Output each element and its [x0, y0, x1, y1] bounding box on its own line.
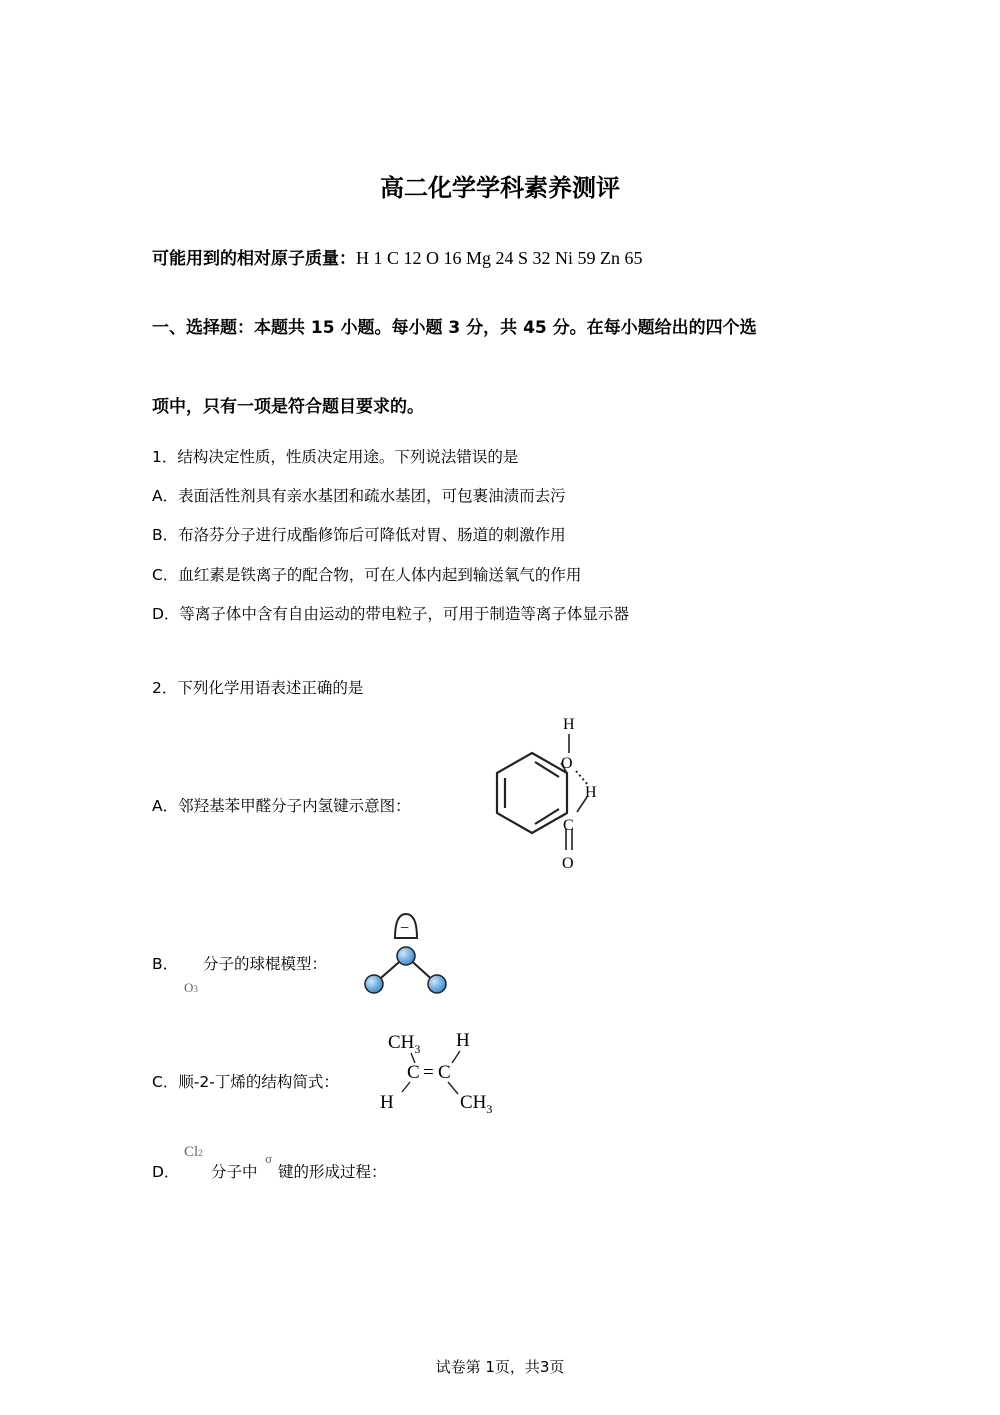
carbon-2: C	[438, 1062, 451, 1083]
h-bottom-left: H	[380, 1092, 394, 1113]
ch3-bottom-right: $CH_3$	[460, 1092, 493, 1116]
question-1-option-b: B．布洛芬分子进行成酯修饰后可降低对胃、肠道的刺激作用	[152, 526, 566, 544]
bond-c2-ch3	[448, 1082, 458, 1094]
question-2-option-c-label: C．顺-2-丁烯的结构简式：	[152, 1073, 339, 1091]
section-heading-line1: 一、选择题：本题共 15 小题。每小题 3 分，共 45 分。在每小题给出的四个选	[152, 318, 757, 338]
atom-o-top: O	[561, 755, 573, 772]
salicylaldehyde-hbond-diagram	[455, 705, 625, 880]
question-1-option-c: C．血红素是铁离子的配合物，可在人体内起到输送氧气的作用	[152, 566, 582, 584]
question-2-option-b-label: 分子的球棍模型：	[203, 955, 328, 973]
question-1-option-d: D．等离子体中含有自由运动的带电粒子，可用于制造等离子体显示器	[152, 605, 629, 623]
h-top-right: H	[456, 1030, 470, 1051]
atom-ball-right	[428, 975, 446, 993]
atomic-masses-label: 可能用到的相对原子质量：	[152, 249, 356, 269]
question-2-option-a-label: A．邻羟基苯甲醛分子内氢键示意图：	[152, 797, 411, 815]
question-1-stem: 1．结构决定性质，性质决定用途。下列说法错误的是	[152, 448, 519, 466]
double-bond: =	[423, 1062, 434, 1083]
sigma-symbol: σ	[265, 1151, 273, 1166]
atomic-masses-values: H 1 C 12 O 16 Mg 24 S 32 Ni 59 Zn 65	[356, 248, 643, 268]
chlorine-formula: Cl2	[184, 1144, 203, 1160]
bond-c1-h	[402, 1082, 410, 1092]
question-1-option-a: A．表面活性剂具有亲水基团和疏水基团，可包裹油渍而去污	[152, 487, 566, 505]
question-2-option-d-label: 键的形成过程：	[278, 1163, 387, 1181]
question-2-stem: 2．下列化学用语表述正确的是	[152, 679, 364, 697]
carbon-1: C	[407, 1062, 420, 1083]
ch3-top-left: $CH_3$	[388, 1032, 421, 1056]
atom-ball-left	[365, 975, 383, 993]
section-heading-line2: 项中，只有一项是符合题目要求的。	[152, 397, 424, 417]
question-2-option-d-prefix: D．	[152, 1163, 180, 1181]
atom-c: C	[563, 817, 574, 834]
atom-o-bottom: O	[562, 855, 574, 872]
ozone-formula: O3	[184, 980, 198, 995]
atomic-masses-line	[152, 244, 643, 269]
question-2-option-b-prefix: B．	[152, 955, 179, 973]
atom-ball-center	[397, 947, 415, 965]
benzene-ring	[497, 753, 567, 833]
cis-2-butene-structure	[370, 1022, 510, 1117]
bond-c2-h	[452, 1051, 460, 1063]
atom-h-mid: H	[585, 784, 597, 801]
ozone-ball-stick-model	[355, 908, 455, 1003]
hydrogen-bond-dots	[576, 771, 588, 785]
page-title: 高二化学学科素养测评	[380, 174, 620, 202]
question-2-option-d-mid: 分子中	[211, 1163, 258, 1181]
charge-sign: −	[400, 920, 410, 937]
atom-h-top: H	[563, 716, 575, 733]
page-footer: 试卷第 1页，共3页	[435, 1358, 565, 1376]
